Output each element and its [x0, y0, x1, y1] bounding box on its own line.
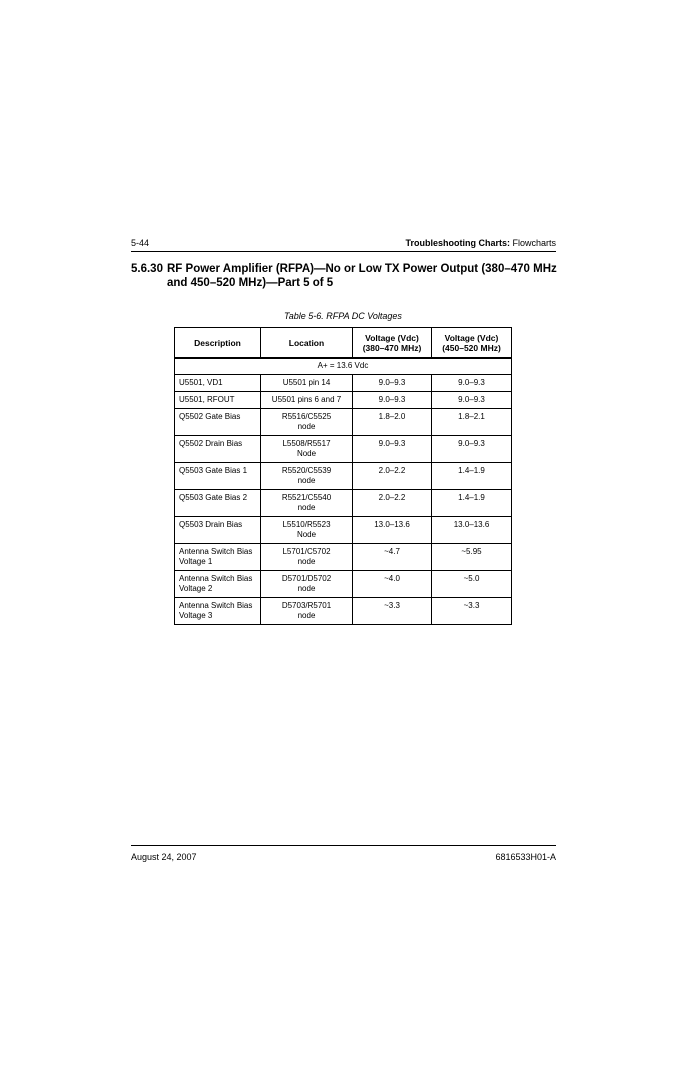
- cell-voltage-380-470: 9.0–9.3: [353, 392, 432, 409]
- table-row: [175, 517, 512, 544]
- table-row: [175, 598, 512, 625]
- cell-voltage-450-520: ~5.0: [432, 571, 512, 598]
- cell-voltage-450-520: 9.0–9.3: [432, 436, 512, 463]
- running-header-section: Troubleshooting Charts:: [405, 238, 510, 248]
- cell-description: Q5503 Gate Bias 2: [175, 490, 261, 517]
- cell-voltage-450-520: 9.0–9.3: [432, 392, 512, 409]
- table-row: [175, 463, 512, 490]
- cell-location: R5516/C5525 node: [261, 409, 353, 436]
- page-number: 5-44: [131, 238, 150, 248]
- rfpa-dc-voltages-table: [174, 327, 512, 625]
- cell-location: D5703/R5701 node: [261, 598, 353, 625]
- cell-description: Q5503 Gate Bias 1: [175, 463, 261, 490]
- table-row: [175, 375, 512, 392]
- cell-description: Antenna Switch Bias Voltage 3: [175, 598, 261, 625]
- cell-description: Antenna Switch Bias Voltage 2: [175, 571, 261, 598]
- table-row: [175, 544, 512, 571]
- cell-location: U5501 pin 14: [261, 375, 353, 392]
- table-caption: Table 5-6. RFPA DC Voltages: [284, 311, 402, 321]
- cell-voltage-450-520: ~5.95: [432, 544, 512, 571]
- section-title: RF Power Amplifier (RFPA)—No or Low TX Power Output (380–470 MHz and 450–520 MHz)—Part 5 of 5: [167, 263, 557, 289]
- header-rule: [131, 251, 556, 252]
- footer-rule: [131, 845, 556, 846]
- cell-location: R5520/C5539 node: [261, 463, 353, 490]
- cell-voltage-380-470: 9.0–9.3: [353, 375, 432, 392]
- footer-date: August 24, 2007: [131, 852, 197, 862]
- cell-voltage-380-470: 13.0–13.6: [353, 517, 432, 544]
- cell-location: L5701/C5702 node: [261, 544, 353, 571]
- section-number: 5.6.30: [131, 263, 163, 275]
- cell-location: R5521/C5540 node: [261, 490, 353, 517]
- cell-description: Q5503 Drain Bias: [175, 517, 261, 544]
- table-row: [175, 392, 512, 409]
- cell-location: U5501 pins 6 and 7: [261, 392, 353, 409]
- cell-voltage-450-520: ~3.3: [432, 598, 512, 625]
- table-subheader-row: [175, 358, 512, 375]
- cell-description: Antenna Switch Bias Voltage 1: [175, 544, 261, 571]
- table-row: [175, 436, 512, 463]
- column-header-location: Location: [261, 328, 353, 359]
- table-header-row: [175, 328, 512, 359]
- cell-voltage-380-470: ~4.7: [353, 544, 432, 571]
- cell-description: Q5502 Gate Bias: [175, 409, 261, 436]
- cell-voltage-380-470: ~3.3: [353, 598, 432, 625]
- cell-description: U5501, RFOUT: [175, 392, 261, 409]
- running-header: [405, 238, 556, 248]
- cell-voltage-380-470: 2.0–2.2: [353, 463, 432, 490]
- footer-doc-number: 6816533H01-A: [495, 852, 556, 862]
- cell-voltage-450-520: 1.4–1.9: [432, 463, 512, 490]
- cell-voltage-450-520: 1.8–2.1: [432, 409, 512, 436]
- cell-location: L5508/R5517 Node: [261, 436, 353, 463]
- cell-voltage-450-520: 9.0–9.3: [432, 375, 512, 392]
- column-header-voltage-450-520: Voltage (Vdc) (450–520 MHz): [432, 328, 512, 359]
- cell-voltage-380-470: ~4.0: [353, 571, 432, 598]
- cell-voltage-380-470: 2.0–2.2: [353, 490, 432, 517]
- column-header-voltage-380-470: Voltage (Vdc) (380–470 MHz): [353, 328, 432, 359]
- cell-location: L5510/R5523 Node: [261, 517, 353, 544]
- running-header-subsection: Flowcharts: [512, 238, 556, 248]
- table-row: [175, 409, 512, 436]
- cell-voltage-450-520: 13.0–13.6: [432, 517, 512, 544]
- supply-voltage-note: A+ = 13.6 Vdc: [175, 358, 512, 375]
- table-row: [175, 571, 512, 598]
- cell-voltage-380-470: 1.8–2.0: [353, 409, 432, 436]
- column-header-description: Description: [175, 328, 261, 359]
- cell-voltage-450-520: 1.4–1.9: [432, 490, 512, 517]
- cell-voltage-380-470: 9.0–9.3: [353, 436, 432, 463]
- cell-description: Q5502 Drain Bias: [175, 436, 261, 463]
- cell-description: U5501, VD1: [175, 375, 261, 392]
- cell-location: D5701/D5702 node: [261, 571, 353, 598]
- table-row: [175, 490, 512, 517]
